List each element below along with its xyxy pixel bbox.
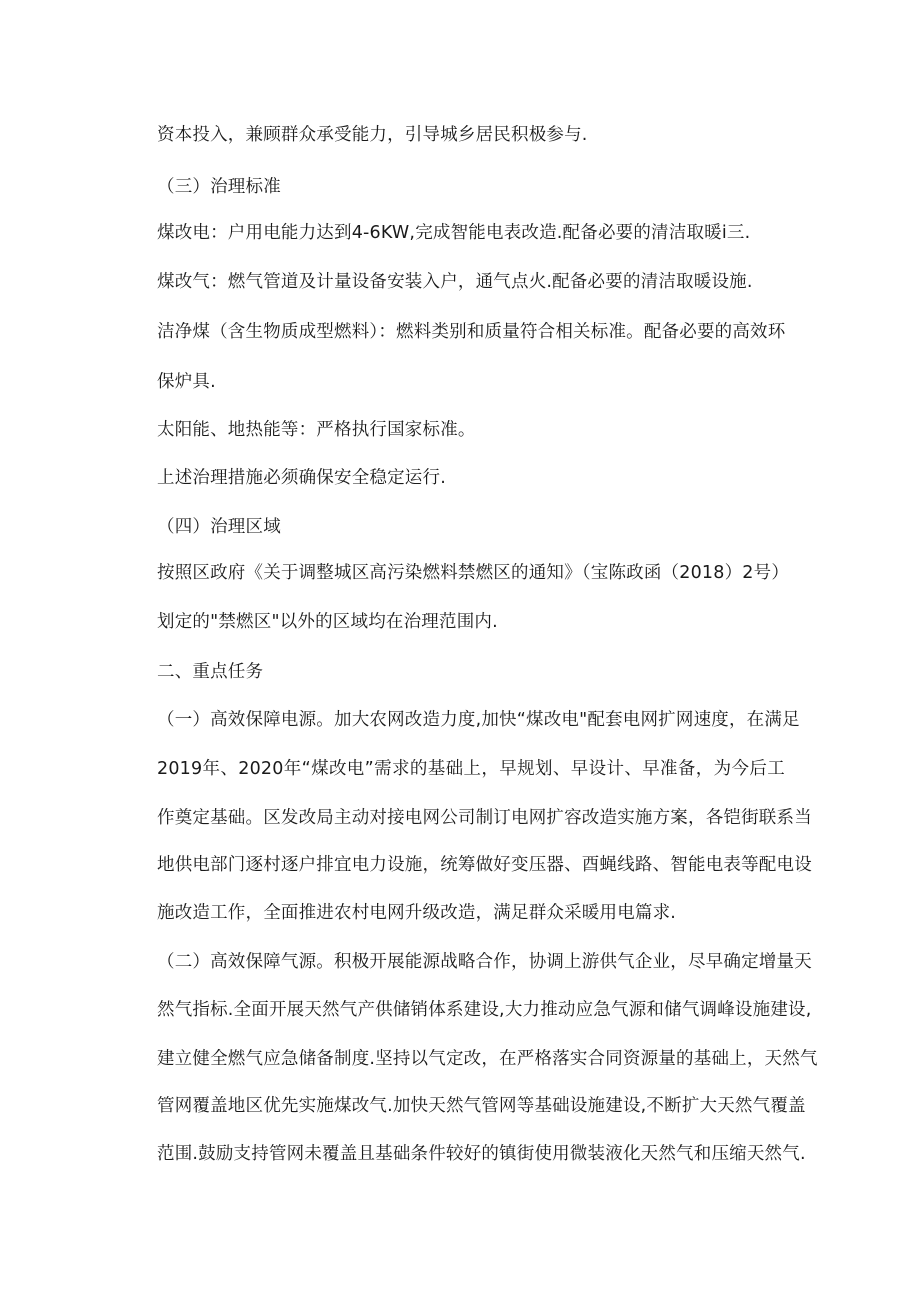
paragraph-line: 然气指标.全面开展天然气产供储销体系建设,大力推动应急气源和储气调峰设施建设,	[157, 1000, 812, 1020]
paragraph-line: 洁净煤（含生物质成型燃料）：燃料类别和质量符合相关标准。配备必要的高效环	[157, 322, 786, 342]
paragraph-line: 按照区政府《关于调整城区高污染燃料禁燃区的通知》（宝陈政函（2018）2号）	[157, 563, 790, 583]
paragraph-line: 上述治理措施必须确保安全稳定运行.	[157, 468, 446, 488]
paragraph-line: 2019年、2020年“煤改电”需求的基础上，早规划、早设计、早准备，为今后工	[157, 759, 785, 779]
paragraph-line: 太阳能、地热能等：严格执行国家标准。	[157, 420, 476, 440]
section-heading: （三）治理标准	[157, 177, 281, 197]
paragraph-line: 建立健全燃气应急储备制度.坚持以气定改，在严格落实合同资源量的基础上，天然气	[157, 1049, 818, 1069]
paragraph-line: 划定的"禁燃区"以外的区域均在治理范围内.	[157, 612, 498, 632]
paragraph-line: 作奠定基础。区发改局主动对接电网公司制订电网扩容改造实施方案，各铠街联系当	[157, 808, 812, 828]
paragraph-line: 管网覆盖地区优先实施煤改气.加快天然气管网等基础设施建设,不断扩大天然气覆盖	[157, 1096, 806, 1116]
paragraph-line: （二）高效保障气源。积极开展能源战略合作，协调上游供气企业，尽早确定增量天	[157, 952, 812, 972]
paragraph-line: 煤改电：户用电能力达到4-6KW,完成智能电表改造.配备必要的清洁取暖i三.	[157, 223, 751, 243]
section-heading: 二、重点任务	[157, 662, 264, 682]
section-heading: （四）治理区域	[157, 517, 281, 537]
paragraph-line: 施改造工作，全面推进农村电网升级改造，满足群众采暖用电篇求.	[157, 903, 677, 923]
paragraph-line: 地供电部门逐村逐户排宜电力设施，统筹做好变压器、酉蝇线路、智能电表等配电设	[157, 855, 812, 875]
paragraph-line: 保炉具.	[157, 372, 216, 392]
paragraph-line: 资本投入，兼顾群众承受能力，引导城乡居民积极参与.	[157, 125, 588, 145]
paragraph-line: 范围.鼓励支持管网未覆盖且基础条件较好的镇街使用微装液化天然气和压缩天然气.	[157, 1144, 806, 1164]
paragraph-line: 煤改气：燃气管道及计量设备安装入户，通气点火.配备必要的清洁取暖设施.	[157, 272, 753, 292]
paragraph-line: （一）高效保障电源。加大农网改造力度,加快“煤改电"配套电网扩网速度，在满足	[157, 710, 800, 730]
